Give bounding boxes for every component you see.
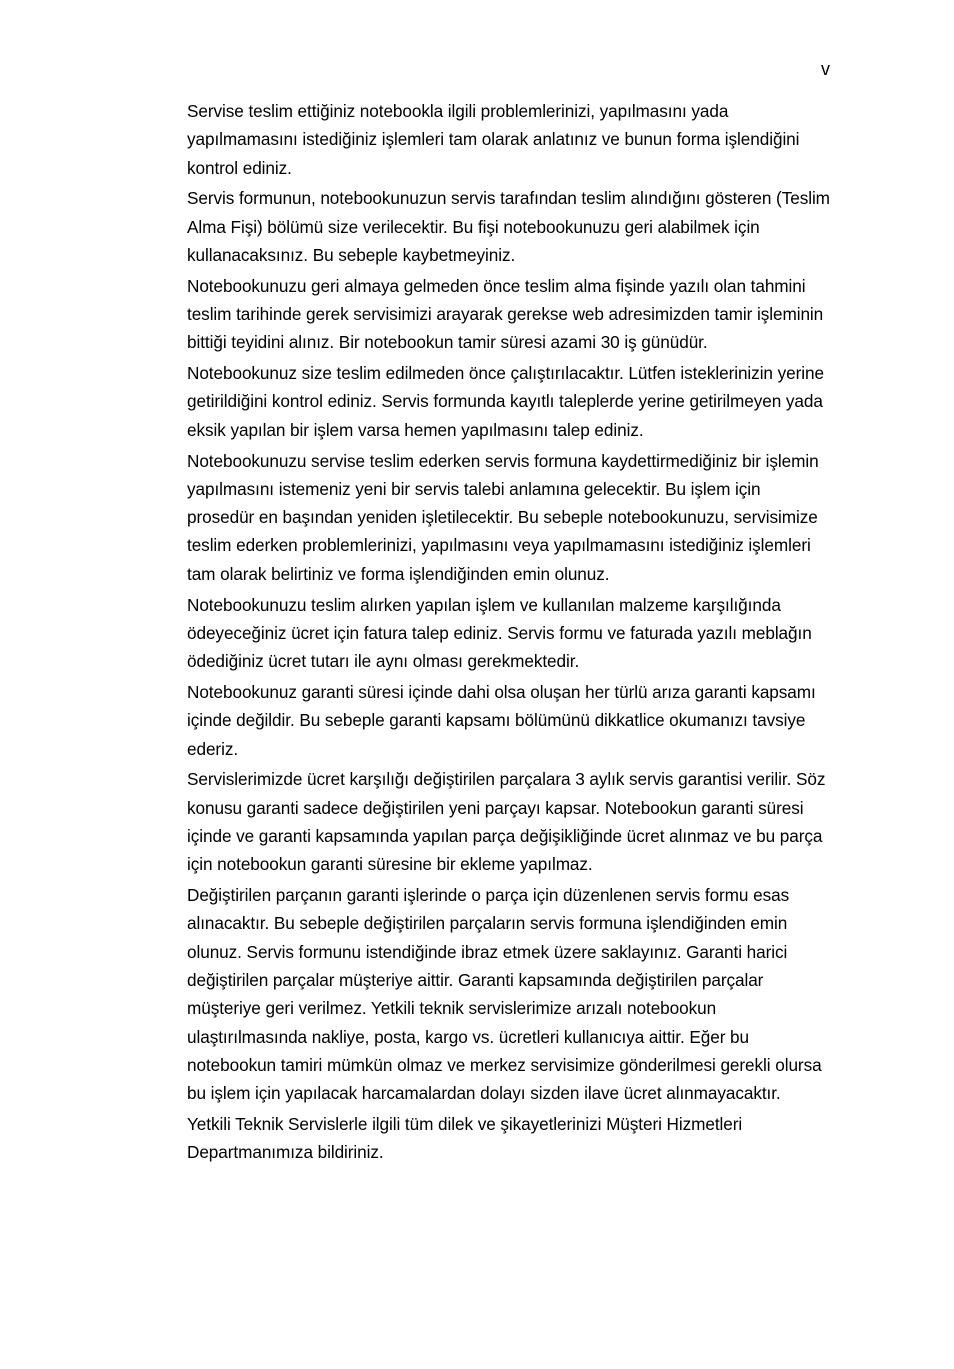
paragraph-parts-warranty: Servislerimizde ücret karşılığı değiştirilen parçalara 3 aylık servis garantisi verilir. Söz konusu garanti sadece değiştirilen yeni parçayı kapsar. Notebookun garanti süresi içinde ve garanti kapsamında yapılan parça değişikliğinde ücret alınmaz ve bu parça için notebookun garanti süresine bir ekleme yapılmaz. bbox=[187, 769, 826, 875]
paragraph-replaced-parts: Değiştirilen parçanın garanti işlerinde o parça için düzenlenen servis formu esas alınacaktır. Bu sebeple değiştirilen parçaların servis formuna işlendiğinden emin olunuz. Servis formunu istendiğinde ibraz etmek üzere saklayınız. Garanti harici değiştirilen parçalar müşteriye aittir. Garanti kapsamında değiştirilen parçalar müşteriye geri verilmez. Yetkili teknik servislerimize arızalı notebookun ulaştırılmasında nakliye, posta, kargo vs. ücretleri kullanıcıya aittir. Eğer bu notebookun tamiri mümkün olmaz ve merkez servisimize gönderilmesi gerekli olursa bu işlem için yapılacak harcamalardan dolayı sizden ilave ücret alınmayacaktır. bbox=[187, 885, 822, 1104]
paragraph-delivery-problems: Servise teslim ettiğiniz notebookla ilgili problemlerinizi, yapılmasını yada yapılmamasını istediğiniz işlemleri tam olarak anlatınız ve bunun forma işlendiğini kontrol ediniz. bbox=[187, 101, 800, 178]
page-number: v bbox=[821, 59, 830, 79]
paragraph-warranty-scope: Notebookunuz garanti süresi içinde dahi olsa oluşan her türlü arıza garanti kapsamı içinde değildir. Bu sebeple garanti kapsamı bölümünü dikkatlice okumanızı tavsiye ederiz. bbox=[187, 681, 816, 759]
paragraph-pickup-confirmation: Notebookunuzu geri almaya gelmeden önce teslim alma fişinde yazılı olan tahmini teslim tarihinde gerek servisimizi arayarak gerekse web adresimizden tamir işleminin bittiği teyidini alınız. Bir notebookun tamir süresi azami 30 iş günüdür. bbox=[187, 275, 824, 353]
paragraph-complaints: Yetkili Teknik Servislerle ilgili tüm dilek ve şikayetlerinizi Müşteri Hizmetleri Departmanımıza bildiriniz. bbox=[187, 1113, 743, 1163]
paragraph-invoice-request: Notebookunuzu teslim alırken yapılan işlem ve kullanılan malzeme karşılığında ödeyeceğiniz ücret için fatura talep ediniz. Servis formu ve faturada yazılı meblağın ödediğiniz ücret tutarı ile aynı olması gerekmektedir. bbox=[187, 594, 812, 672]
document-body bbox=[187, 97, 832, 1169]
paragraph-receipt-slip: Servis formunun, notebookunuzun servis tarafından teslim alındığını gösteren (Teslim Alma Fişi) bölümü size verilecektir. Bu fişi notebookunuzu geri alabilmek için kullanacaksınız. Bu sebeple kaybetmeyiniz. bbox=[187, 188, 830, 265]
paragraph-pre-delivery-check: Notebookunuz size teslim edilmeden önce çalıştırılacaktır. Lütfen isteklerinizin yerine getirildiğini kontrol ediniz. Servis formunda kayıtlı taleplerde yerine getirilmeyen yada eksik yapılan bir işlem varsa hemen yapılmasını talep ediniz. bbox=[187, 363, 824, 440]
paragraph-new-service-request: Notebookunuzu servise teslim ederken servis formuna kaydettirmediğiniz bir işlemin yapılmasını istemeniz yeni bir servis talebi anlamına gelecektir. Bu işlem için prosedür en başından yeniden işletilecektir. Bu sebeple notebookunuzu, servisimize teslim ederken problemlerinizi, yapılmasını veya yapılmamasını istediğiniz işlemleri tam olarak belirtiniz ve forma işlendiğinden emin olunuz. bbox=[187, 450, 819, 584]
